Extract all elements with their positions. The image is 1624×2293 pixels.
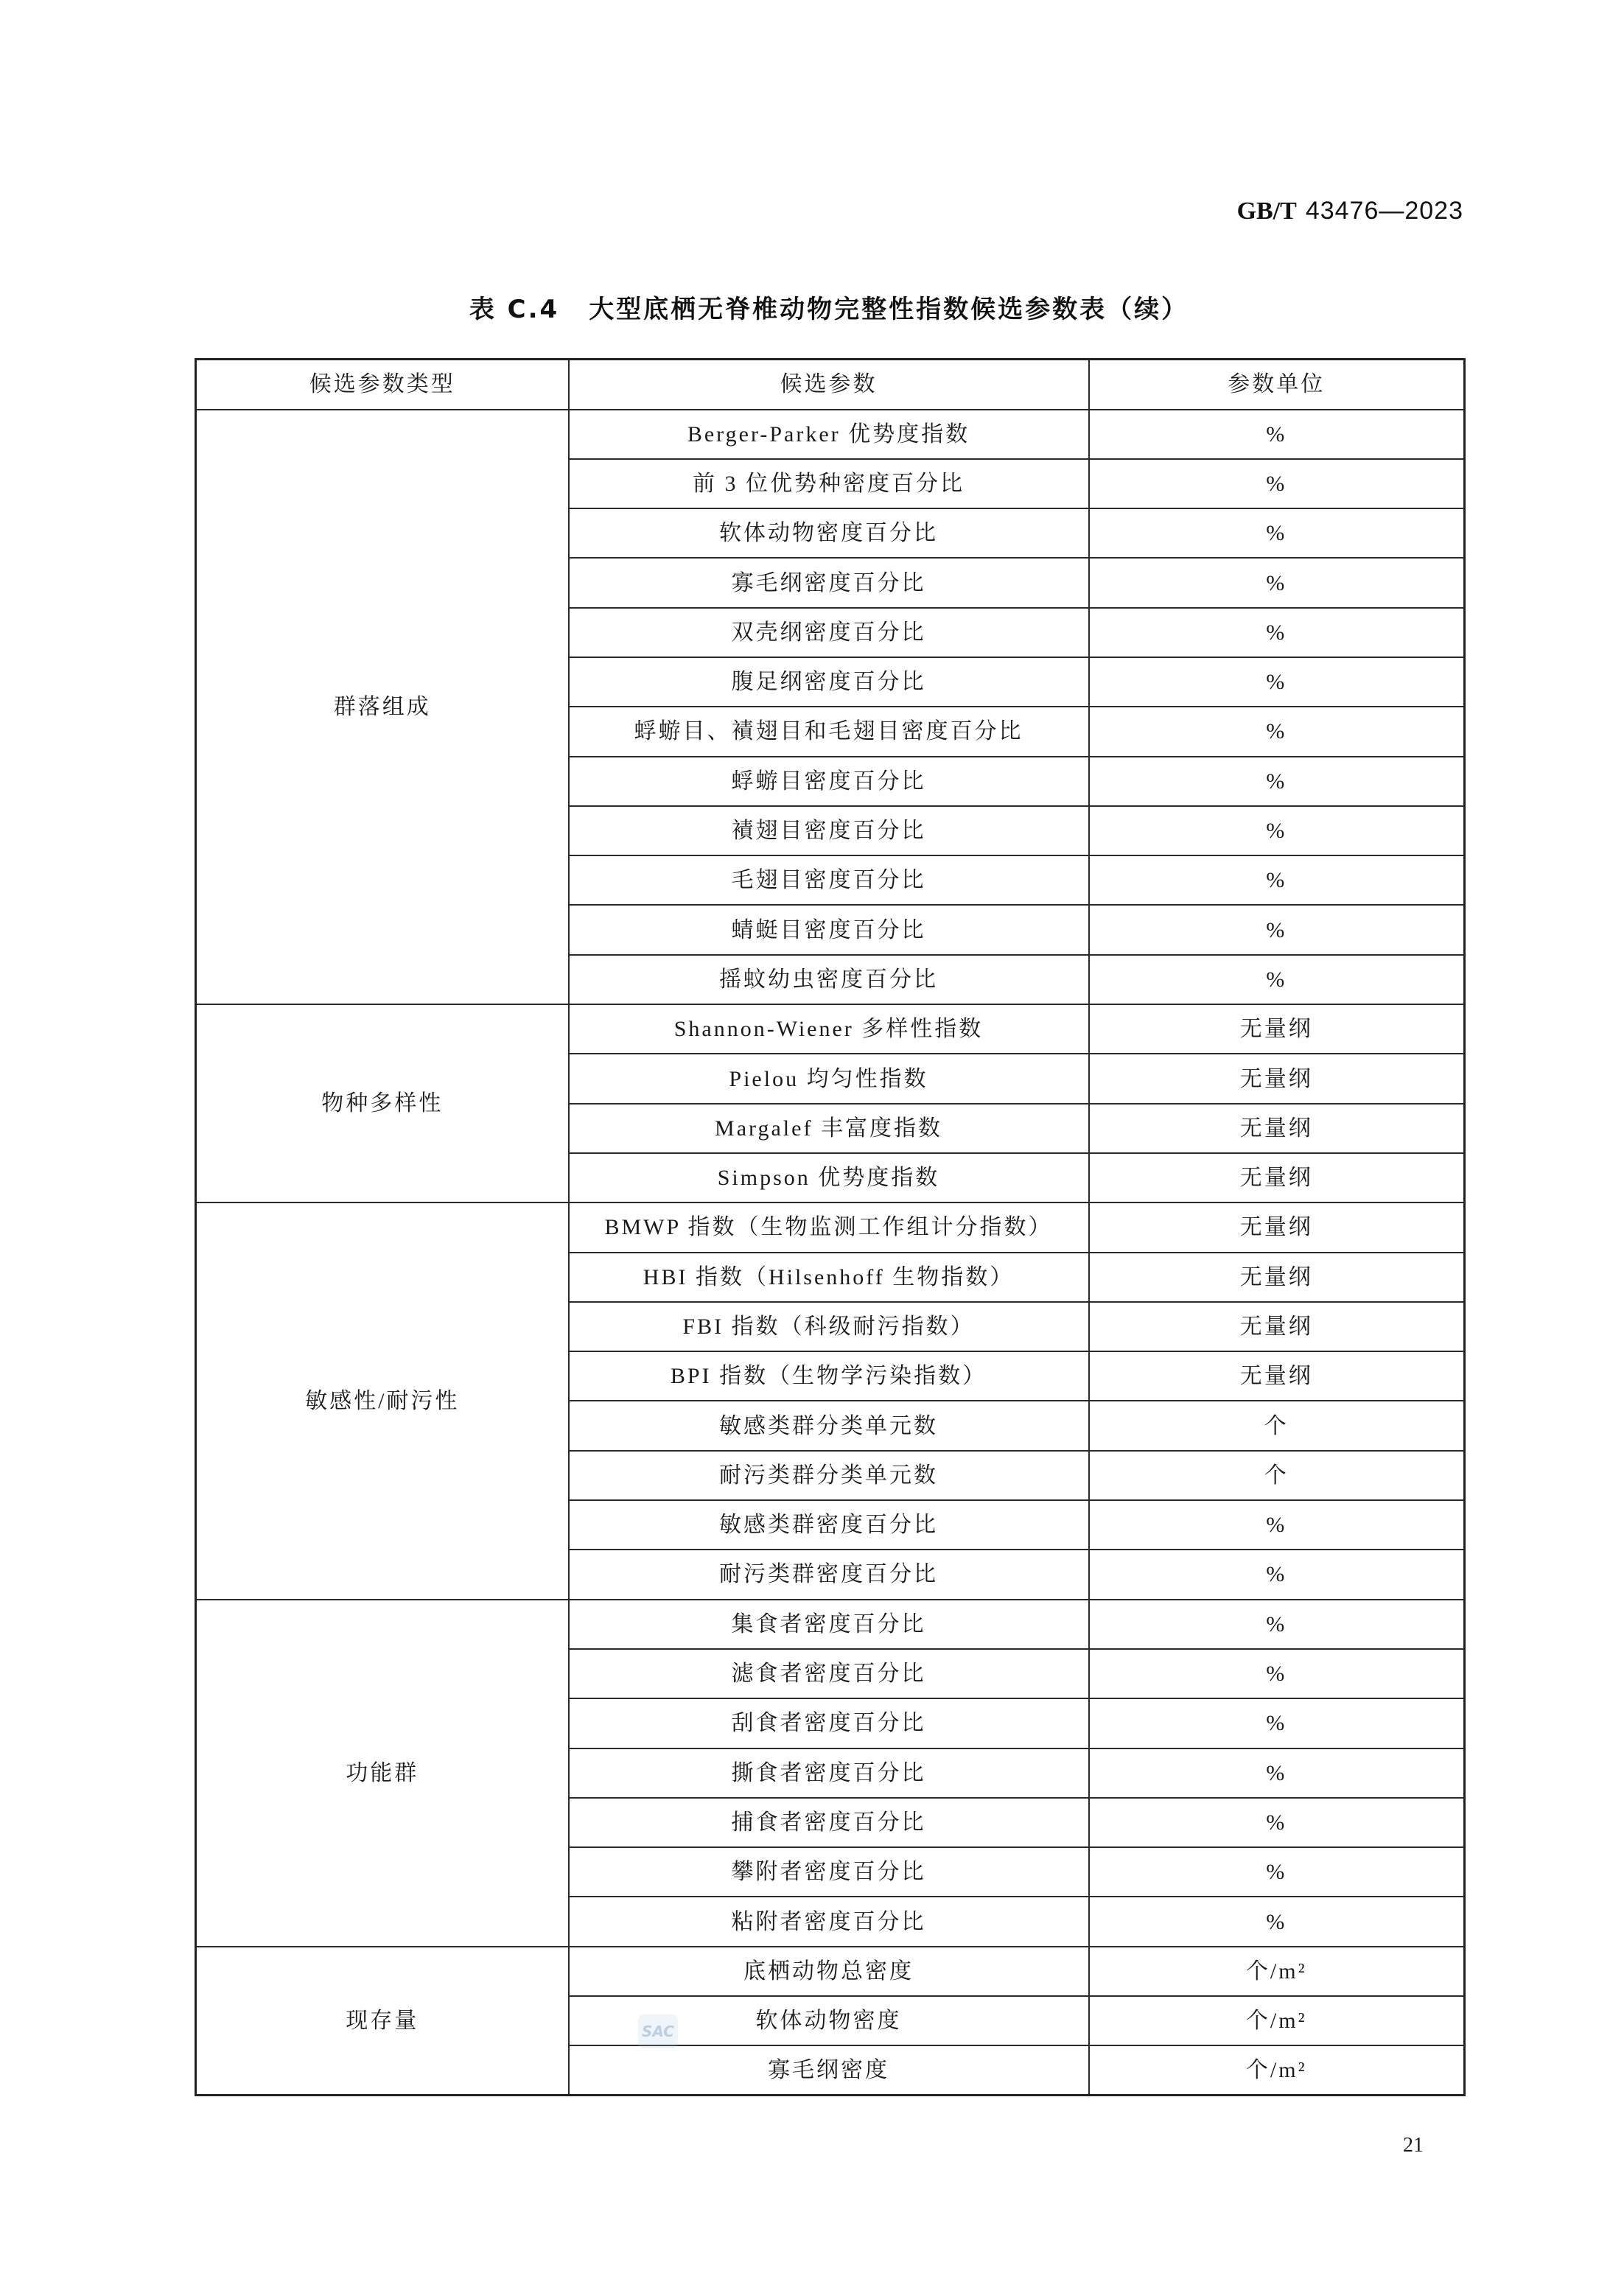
parameter-cell: BMWP 指数（生物监测工作组计分指数） bbox=[569, 1202, 1089, 1252]
parameter-cell: 蜉蝣目密度百分比 bbox=[569, 757, 1089, 806]
unit-cell: 无量纲 bbox=[1089, 1104, 1465, 1153]
unit-cell: % bbox=[1089, 1847, 1465, 1897]
parameter-cell: 捕食者密度百分比 bbox=[569, 1798, 1089, 1847]
table-title bbox=[195, 293, 1463, 326]
sac-watermark-logo: SAC bbox=[638, 2014, 678, 2048]
parameter-cell: 软体动物密度 bbox=[569, 1996, 1089, 2045]
standard-number: 43476—2023 bbox=[1305, 197, 1463, 225]
unit-cell: 个 bbox=[1089, 1451, 1465, 1500]
unit-cell: 个/m² bbox=[1089, 2045, 1465, 2095]
parameter-cell: 滤食者密度百分比 bbox=[569, 1649, 1089, 1698]
parameter-cell: 蜻蜓目密度百分比 bbox=[569, 905, 1089, 954]
parameter-cell: Berger-Parker 优势度指数 bbox=[569, 410, 1089, 459]
unit-cell: 无量纲 bbox=[1089, 1054, 1465, 1103]
parameter-cell: 敏感类群密度百分比 bbox=[569, 1500, 1089, 1550]
table-header-row bbox=[196, 360, 1465, 410]
unit-cell: % bbox=[1089, 707, 1465, 756]
parameter-cell: 腹足纲密度百分比 bbox=[569, 657, 1089, 707]
unit-cell: 无量纲 bbox=[1089, 1253, 1465, 1302]
unit-cell: 无量纲 bbox=[1089, 1351, 1465, 1401]
parameter-cell: Pielou 均匀性指数 bbox=[569, 1054, 1089, 1103]
unit-cell: % bbox=[1089, 1649, 1465, 1698]
parameter-cell: 摇蚊幼虫密度百分比 bbox=[569, 955, 1089, 1004]
unit-cell: % bbox=[1089, 1600, 1465, 1649]
parameter-cell: 蜉蝣目、襀翅目和毛翅目密度百分比 bbox=[569, 707, 1089, 756]
unit-cell: % bbox=[1089, 1798, 1465, 1847]
parameter-cell: 底栖动物总密度 bbox=[569, 1947, 1089, 1996]
parameter-cell: 双壳纲密度百分比 bbox=[569, 608, 1089, 657]
category-cell: 现存量 bbox=[196, 1947, 569, 2096]
category-cell: 物种多样性 bbox=[196, 1004, 569, 1202]
unit-cell: % bbox=[1089, 459, 1465, 508]
parameter-cell: 粘附者密度百分比 bbox=[569, 1897, 1089, 1946]
parameter-cell: Simpson 优势度指数 bbox=[569, 1153, 1089, 1202]
table-row bbox=[196, 1202, 1465, 1252]
table-title-label: 表 C.4 bbox=[469, 295, 560, 324]
parameter-cell: 襀翅目密度百分比 bbox=[569, 806, 1089, 855]
parameter-cell: BPI 指数（生物学污染指数） bbox=[569, 1351, 1089, 1401]
parameter-cell: Shannon-Wiener 多样性指数 bbox=[569, 1004, 1089, 1054]
unit-cell: 个/m² bbox=[1089, 1947, 1465, 1996]
parameter-cell: HBI 指数（Hilsenhoff 生物指数） bbox=[569, 1253, 1089, 1302]
unit-cell: % bbox=[1089, 905, 1465, 954]
parameter-cell: 撕食者密度百分比 bbox=[569, 1748, 1089, 1798]
parameter-cell: Margalef 丰富度指数 bbox=[569, 1104, 1089, 1153]
parameter-cell: 攀附者密度百分比 bbox=[569, 1847, 1089, 1897]
parameter-cell: 刮食者密度百分比 bbox=[569, 1698, 1089, 1748]
table-body bbox=[196, 410, 1465, 2096]
table-row bbox=[196, 410, 1465, 459]
parameter-cell: 寡毛纲密度 bbox=[569, 2045, 1089, 2095]
unit-cell: % bbox=[1089, 1897, 1465, 1946]
unit-cell: % bbox=[1089, 806, 1465, 855]
unit-cell: % bbox=[1089, 855, 1465, 905]
unit-cell: % bbox=[1089, 608, 1465, 657]
unit-cell: % bbox=[1089, 955, 1465, 1004]
header-unit: 参数单位 bbox=[1089, 360, 1465, 410]
unit-cell: % bbox=[1089, 1748, 1465, 1798]
header-category: 候选参数类型 bbox=[196, 360, 569, 410]
header-parameter: 候选参数 bbox=[569, 360, 1089, 410]
unit-cell: 无量纲 bbox=[1089, 1202, 1465, 1252]
category-cell: 群落组成 bbox=[196, 410, 569, 1005]
unit-cell: % bbox=[1089, 1698, 1465, 1748]
table-row bbox=[196, 1947, 1465, 1996]
unit-cell: % bbox=[1089, 657, 1465, 707]
category-cell: 敏感性/耐污性 bbox=[196, 1202, 569, 1599]
parameter-cell: 软体动物密度百分比 bbox=[569, 508, 1089, 558]
unit-cell: 个 bbox=[1089, 1401, 1465, 1450]
parameter-cell: 耐污类群分类单元数 bbox=[569, 1451, 1089, 1500]
unit-cell: 无量纲 bbox=[1089, 1153, 1465, 1202]
standard-number-header bbox=[1237, 195, 1463, 228]
unit-cell: % bbox=[1089, 757, 1465, 806]
parameter-cell: 毛翅目密度百分比 bbox=[569, 855, 1089, 905]
table-row bbox=[196, 1600, 1465, 1649]
table-header bbox=[196, 360, 1465, 410]
unit-cell: % bbox=[1089, 1550, 1465, 1599]
parameter-cell: FBI 指数（科级耐污指数） bbox=[569, 1302, 1089, 1351]
unit-cell: % bbox=[1089, 1500, 1465, 1550]
parameter-cell: 寡毛纲密度百分比 bbox=[569, 558, 1089, 607]
unit-cell: 无量纲 bbox=[1089, 1302, 1465, 1351]
unit-cell: 个/m² bbox=[1089, 1996, 1465, 2045]
parameter-cell: 前 3 位优势种密度百分比 bbox=[569, 459, 1089, 508]
unit-cell: % bbox=[1089, 558, 1465, 607]
parameter-cell: 集食者密度百分比 bbox=[569, 1600, 1089, 1649]
standard-prefix: GB/T bbox=[1236, 197, 1297, 225]
category-cell: 功能群 bbox=[196, 1600, 569, 1947]
parameter-cell: 敏感类群分类单元数 bbox=[569, 1401, 1089, 1450]
table-title-text: 大型底栖无脊椎动物完整性指数候选参数表（续） bbox=[589, 295, 1189, 324]
unit-cell: 无量纲 bbox=[1089, 1004, 1465, 1054]
page-number: 21 bbox=[1403, 2134, 1424, 2157]
candidate-parameter-table bbox=[195, 358, 1466, 2096]
unit-cell: % bbox=[1089, 410, 1465, 459]
parameter-cell: 耐污类群密度百分比 bbox=[569, 1550, 1089, 1599]
unit-cell: % bbox=[1089, 508, 1465, 558]
table-row bbox=[196, 1004, 1465, 1054]
